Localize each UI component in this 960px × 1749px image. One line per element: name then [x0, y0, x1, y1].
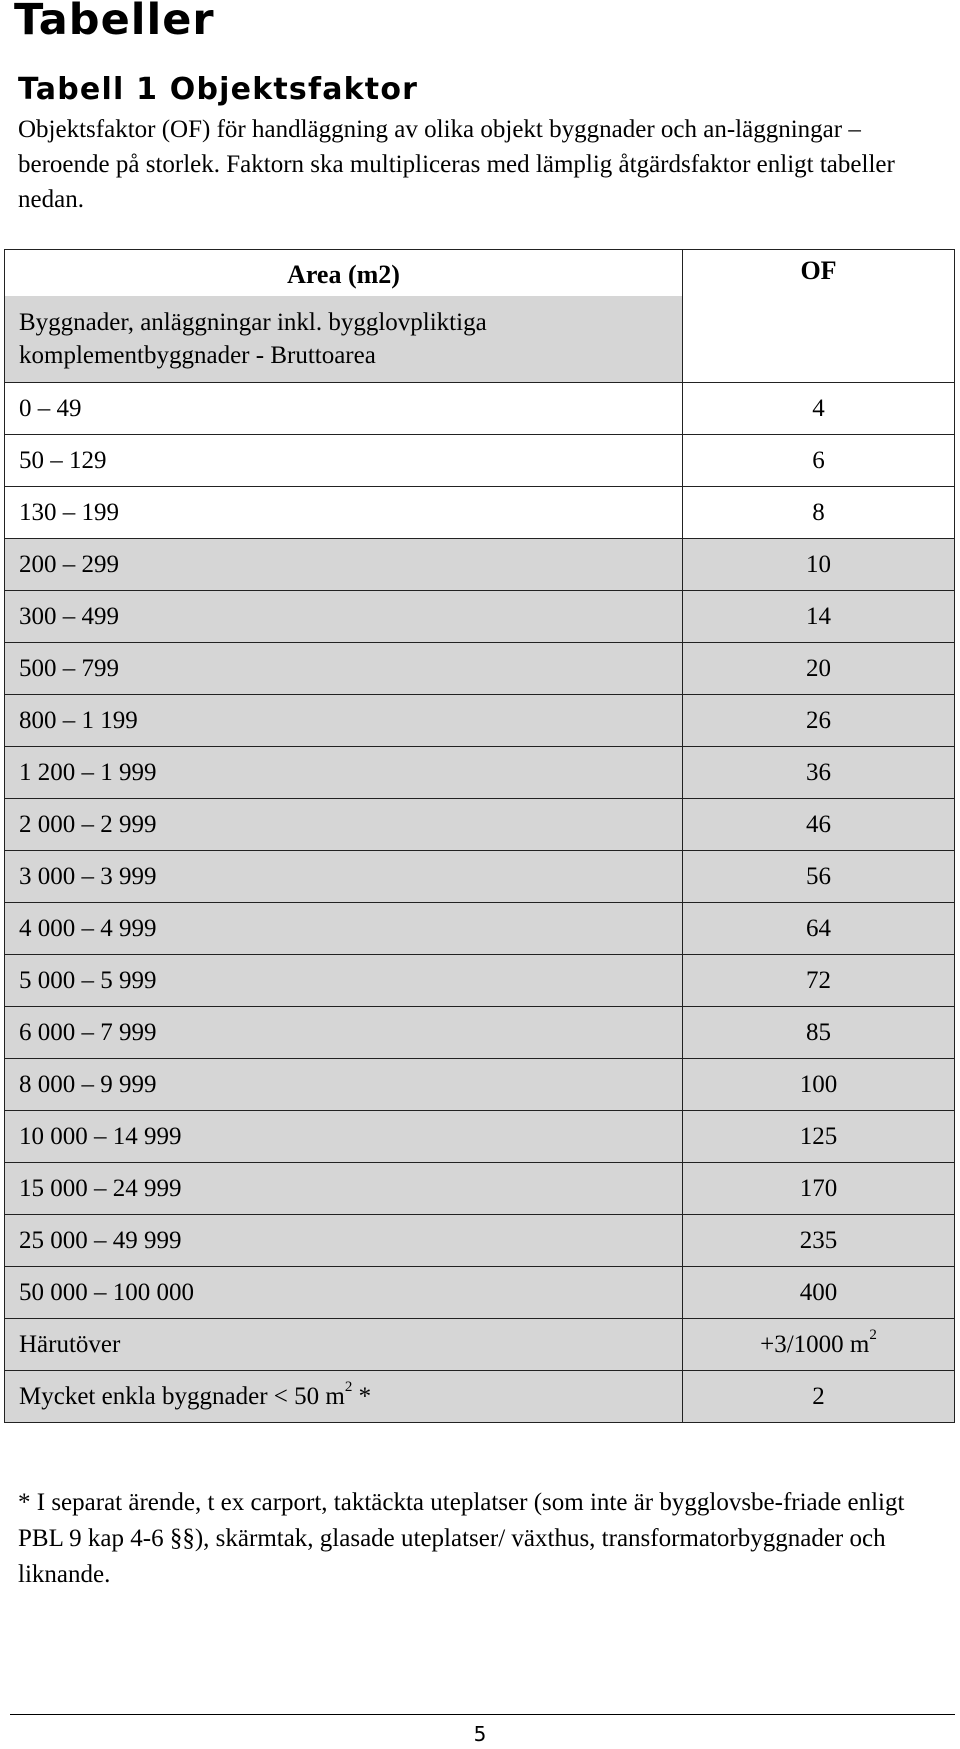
table-row [5, 591, 955, 643]
header-of: OF [683, 250, 955, 383]
of-value-cell: 36 [683, 747, 955, 799]
of-value-cell: 235 [683, 1215, 955, 1267]
area-range-cell: 4 000 – 4 999 [5, 903, 683, 955]
table-row-above [5, 1319, 955, 1371]
footnote: * I separat ärende, t ex carport, taktäckta uteplatser (som inte är bygglovsbe-friade enligt PBL 9 kap 4-6 §§), skärmtak, glasade uteplatser/ växthus, transformatorbyggnader och liknande. [18, 1489, 905, 1588]
table-row [5, 487, 955, 539]
table-row-simple [5, 1371, 955, 1423]
table-row [5, 799, 955, 851]
table-row [5, 695, 955, 747]
above-value-text: +3/1000 m [760, 1330, 870, 1358]
header-area: Area (m2) [5, 250, 683, 297]
area-range-cell: 15 000 – 24 999 [5, 1163, 683, 1215]
of-value-cell: 8 [683, 487, 955, 539]
simple-label-text: Mycket enkla byggnader < 50 m [19, 1382, 345, 1410]
area-range-cell: 6 000 – 7 999 [5, 1007, 683, 1059]
area-range-cell: 500 – 799 [5, 643, 683, 695]
area-range-cell: 800 – 1 199 [5, 695, 683, 747]
table-row [5, 747, 955, 799]
of-value-cell: 46 [683, 799, 955, 851]
table-row [5, 1215, 955, 1267]
table-row [5, 435, 955, 487]
page-number: 5 [473, 1722, 487, 1746]
simple-label-sup: 2 [344, 1379, 353, 1396]
intro-paragraph: Objektsfaktor (OF) för handläggning av olika objekt byggnader och an-läggningar – beroende på storlek. Faktorn ska multipliceras med lämplig åtgärdsfaktor enligt tabeller nedan. [18, 116, 895, 213]
table-row [5, 643, 955, 695]
simple-label [5, 1371, 683, 1423]
area-range-cell: 300 – 499 [5, 591, 683, 643]
area-range-cell: 10 000 – 14 999 [5, 1111, 683, 1163]
page-heading: Tabeller [14, 0, 215, 45]
table-row [5, 1059, 955, 1111]
area-range-cell: 50 – 129 [5, 435, 683, 487]
area-range-cell: 200 – 299 [5, 539, 683, 591]
table-row [5, 851, 955, 903]
simple-label-star: * [352, 1382, 372, 1410]
simple-value: 2 [683, 1371, 955, 1423]
above-value [683, 1319, 955, 1371]
of-value-cell: 400 [683, 1267, 955, 1319]
footer-rule [10, 1714, 955, 1715]
of-value-cell: 72 [683, 955, 955, 1007]
area-range-cell: 0 – 49 [5, 383, 683, 435]
table-row [5, 1111, 955, 1163]
table-row [5, 383, 955, 435]
of-value-cell: 125 [683, 1111, 955, 1163]
area-range-cell: 130 – 199 [5, 487, 683, 539]
of-value-cell: 6 [683, 435, 955, 487]
area-range-cell: 50 000 – 100 000 [5, 1267, 683, 1319]
of-value-cell: 14 [683, 591, 955, 643]
table-row [5, 955, 955, 1007]
of-value-cell: 56 [683, 851, 955, 903]
of-value-cell: 85 [683, 1007, 955, 1059]
area-range-cell: 25 000 – 49 999 [5, 1215, 683, 1267]
area-range-cell: 8 000 – 9 999 [5, 1059, 683, 1111]
area-range-cell: 2 000 – 2 999 [5, 799, 683, 851]
table-row [5, 539, 955, 591]
table-row [5, 903, 955, 955]
header-subtitle: Byggnader, anläggningar inkl. bygglovpliktiga komplementbyggnader - Bruttoarea [5, 296, 683, 383]
area-range-cell: 1 200 – 1 999 [5, 747, 683, 799]
table-title: Tabell 1 Objektsfaktor [18, 72, 419, 107]
objektsfaktor-table [4, 249, 955, 1423]
of-value-cell: 100 [683, 1059, 955, 1111]
table-header-row [5, 250, 955, 297]
of-value-cell: 26 [683, 695, 955, 747]
area-range-cell: 5 000 – 5 999 [5, 955, 683, 1007]
table-row [5, 1267, 955, 1319]
above-value-sup: 2 [869, 1327, 877, 1344]
of-value-cell: 10 [683, 539, 955, 591]
of-value-cell: 20 [683, 643, 955, 695]
of-value-cell: 170 [683, 1163, 955, 1215]
area-range-cell: 3 000 – 3 999 [5, 851, 683, 903]
of-value-cell: 4 [683, 383, 955, 435]
above-label: Härutöver [5, 1319, 683, 1371]
table-row [5, 1163, 955, 1215]
of-value-cell: 64 [683, 903, 955, 955]
table-row [5, 1007, 955, 1059]
